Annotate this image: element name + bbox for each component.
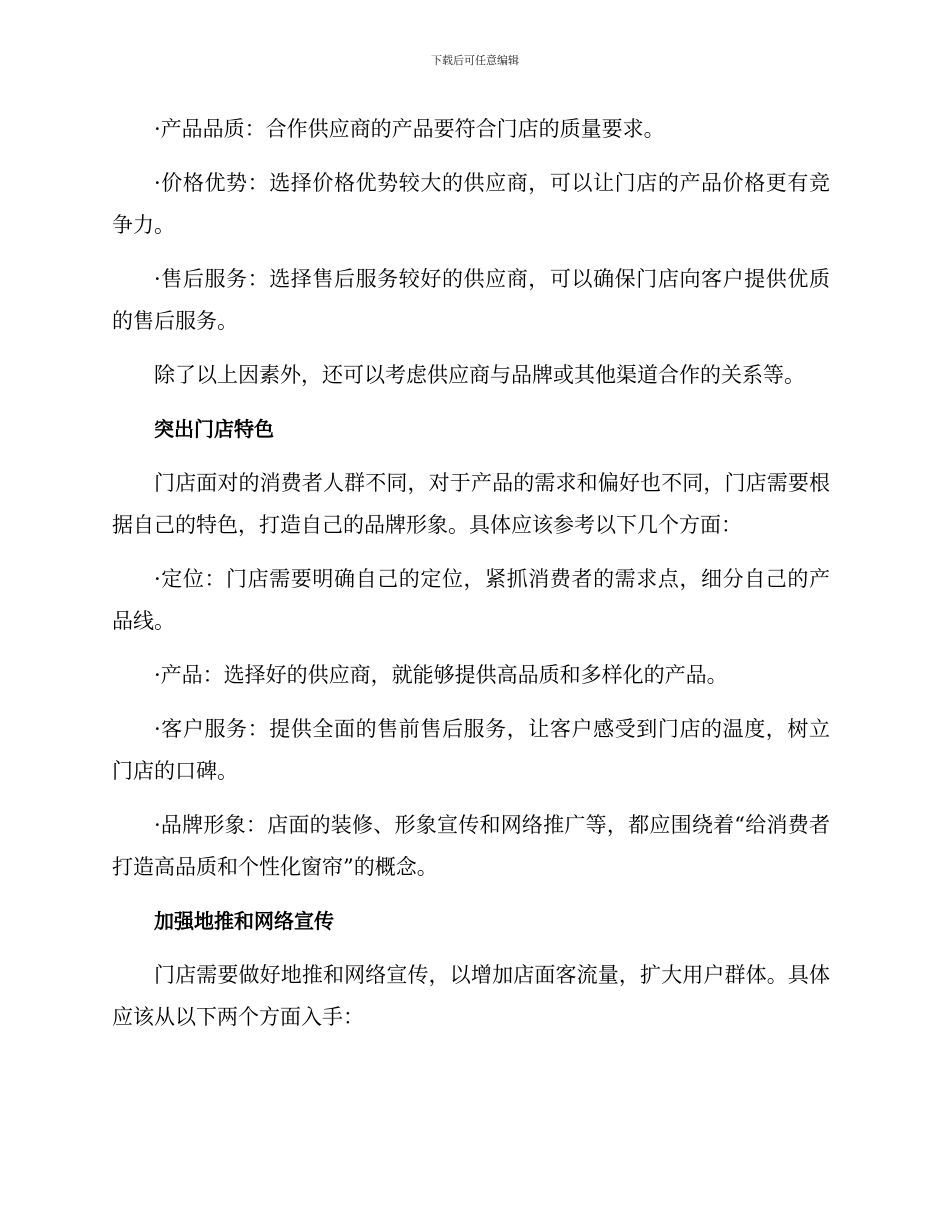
bullet-products: ·产品：选择好的供应商，就能够提供高品质和多样化的产品。: [154, 663, 728, 687]
bullet-customer-service: ·客户服务：提供全面的售前售后服务，让客户感受到门店的温度，树立门店的口碑。: [112, 717, 830, 783]
bullet-product-quality: ·产品品质：合作供应商的产品要符合门店的质量要求。: [154, 117, 665, 141]
paragraph-store-features-intro: 门店面对的消费者人群不同，对于产品的需求和偏好也不同，门店需要根据自己的特色，打造自己的品牌形象。具体应该参考以下几个方面：: [112, 471, 830, 537]
bullet-brand-image: ·品牌形象：店面的装修、形象宣传和网络推广等，都应围绕着“给消费者打造高品质和个性化窗帘”的概念。: [112, 813, 830, 879]
document-body: [112, 108, 830, 1050]
paragraph-other-factors: 除了以上因素外，还可以考虑供应商与品牌或其他渠道合作的关系等。: [154, 363, 805, 387]
page-header: 下载后可任意编辑: [431, 54, 519, 67]
section-heading-promotion: 加强地推和网络宣传: [154, 909, 334, 933]
paragraph-promotion-intro: 门店需要做好地推和网络宣传，以增加店面客流量，扩大用户群体。具体应该从以下两个方面入手：: [112, 963, 830, 1029]
bullet-positioning: ·定位：门店需要明确自己的定位，紧抓消费者的需求点，细分自己的产品线。: [112, 567, 830, 633]
bullet-after-sales: ·售后服务：选择售后服务较好的供应商，可以确保门店向客户提供优质的售后服务。: [112, 267, 830, 333]
section-heading-store-features: 突出门店特色: [154, 417, 274, 441]
bullet-price-advantage: ·价格优势：选择价格优势较大的供应商，可以让门店的产品价格更有竞争力。: [112, 171, 830, 237]
